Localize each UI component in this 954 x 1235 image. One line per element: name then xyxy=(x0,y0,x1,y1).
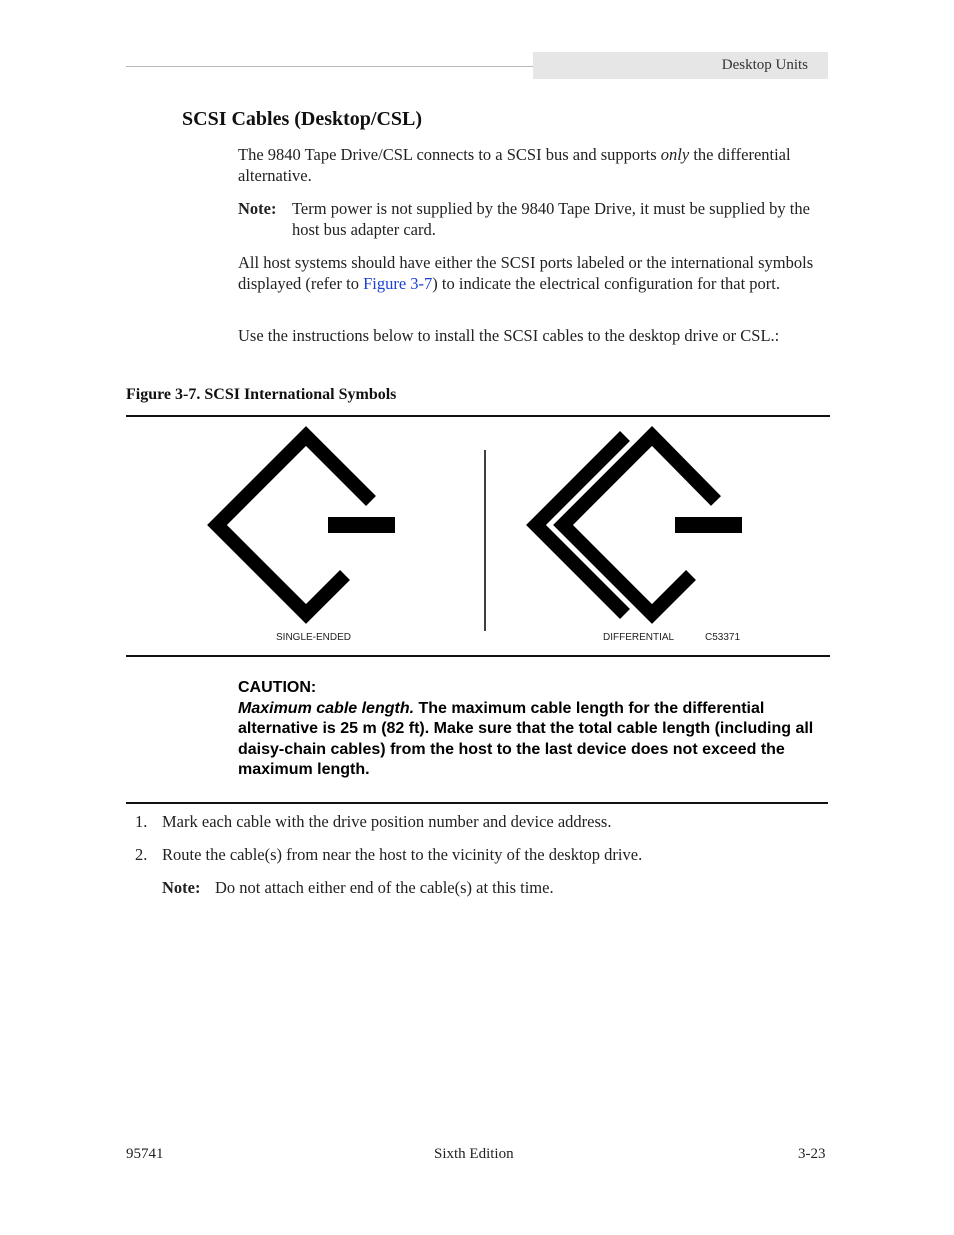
footer-edition: Sixth Edition xyxy=(434,1146,514,1162)
note-text: Term power is not supplied by the 9840 Tape Drive, it must be supplied by the host bus adapter card. xyxy=(292,199,810,239)
single-ended-symbol-icon xyxy=(217,436,395,614)
running-header: Desktop Units xyxy=(533,52,828,79)
intro-text-after: the differential alternative. xyxy=(238,145,791,185)
step-1 xyxy=(135,812,835,832)
section-title: SCSI Cables (Desktop/CSL) xyxy=(182,108,423,130)
footer-page-number: 3-23 xyxy=(798,1146,826,1162)
note-label: Note: xyxy=(162,878,201,897)
caution-text: The maximum cable length for the differential alternative is 25 m (82 ft). Make sure that the total cable length (including all daisy-chain cables) from the host to the last device does not exceed the maximum length. xyxy=(238,699,814,778)
step-text: Mark each cable with the drive position number and device address. xyxy=(162,812,612,831)
differential-label: DIFFERENTIAL xyxy=(603,632,675,643)
intro-paragraph xyxy=(238,145,828,186)
caution-title: CAUTION: xyxy=(238,679,317,696)
header-rule xyxy=(126,66,534,67)
figure-link[interactable]: Figure 3-7 xyxy=(363,273,433,293)
note-term-power xyxy=(238,199,830,240)
intro-emphasis: only xyxy=(660,145,690,164)
footer-doc-number: 95741 xyxy=(126,1146,164,1162)
single-ended-label: SINGLE-ENDED xyxy=(276,632,352,643)
note-text: Do not attach either end of the cable(s) at this time. xyxy=(215,878,554,897)
para2-text-after: ) to indicate the electrical configuration for that port. xyxy=(432,273,781,293)
step-text: Route the cable(s) from near the host to the vicinity of the desktop drive. xyxy=(162,845,643,864)
figure-bottom-rule xyxy=(126,655,830,657)
note-label: Note: xyxy=(238,199,277,218)
step-number: 1. xyxy=(135,812,148,831)
step-2 xyxy=(135,845,835,865)
differential-symbol-icon xyxy=(536,436,742,614)
scsi-symbols-figure xyxy=(126,418,830,654)
figure-top-rule xyxy=(126,415,830,417)
step-number: 2. xyxy=(135,845,148,864)
caution-emphasis: Maximum cable length. xyxy=(238,699,415,717)
figure-code: C53371 xyxy=(705,632,741,643)
host-systems-paragraph xyxy=(238,253,828,294)
figure-caption: Figure 3-7. SCSI International Symbols xyxy=(126,386,397,403)
intro-text-before: The 9840 Tape Drive/CSL connects to a SCSI bus and supports xyxy=(238,145,661,164)
para2-text-before: All host systems should have either the SCSI ports labeled or the international symbols displayed (refer to xyxy=(238,253,814,293)
note-cable-attach xyxy=(162,878,862,898)
instructions-paragraph: Use the instructions below to install the SCSI cables to the desktop drive or CSL.: xyxy=(238,326,780,345)
caution-bottom-rule xyxy=(126,802,828,804)
caution-block xyxy=(238,678,830,781)
